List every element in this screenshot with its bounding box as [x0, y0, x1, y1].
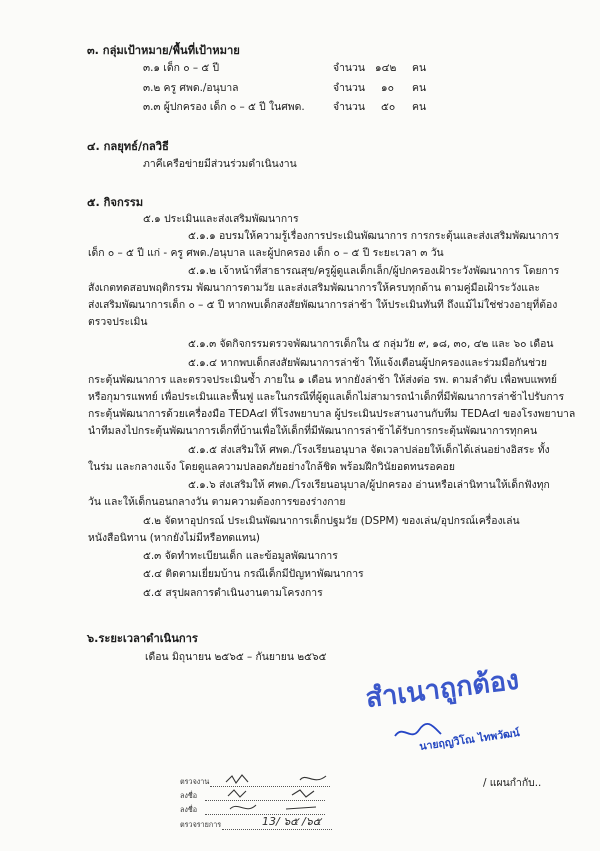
certified-copy-stamp: สำเนาถูกต้อง: [364, 664, 521, 715]
target-row-1-label: ๓.๑ เด็ก ๐ – ๕ ปี: [143, 62, 220, 74]
activity-5-3: ๕.๓ จัดทำทะเบียนเด็ก และข้อมูลพัฒนาการ: [143, 550, 338, 562]
section-6-heading: ๖.ระยะเวลาดำเนินการ: [87, 632, 198, 645]
activity-5-1-2-line-1: ๕.๑.๒ เจ้าหน้าที่สาธารณสุข/ครูผู้ดูแลเด็กเล็ก/ผู้ปกครองเฝ้าระวังพัฒนาการ โดยการ: [188, 265, 560, 277]
activity-5-1-3-line-1: ๕.๑.๓ จัดกิจกรรมตรวจพัฒนาการเด็กใน ๕ กลุ่มวัย ๙, ๑๘, ๓๐, ๔๒ และ ๖๐ เดือน: [188, 338, 554, 350]
activity-5-1-1-line-1: ๕.๑.๑ อบรมให้ความรู้เรื่องการประเมินพัฒนาการ การกระตุ้นและส่งเสริมพัฒนาการ: [188, 230, 560, 242]
footer-row-4-line: [222, 829, 332, 830]
target-row-3-amount-label: จำนวน: [333, 101, 365, 113]
activity-5-1-4-line-2: กระตุ้นพัฒนาการ และตรวจประเมินซ้ำ ภายใน ๑ เดือน หากยังล่าช้า ให้ส่งต่อ รพ. ตามลำดับ เพื่อพบแพทย์: [88, 374, 557, 386]
footer-row-1-label: ตรวจงาน: [180, 777, 210, 786]
activity-5-1-4-line-3: หรือกุมารแพทย์ เพื่อประเมินและฟื้นฟู และในกรณีที่ผู้ดูแลเด็กไม่สามารถนำเด็กที่มีพัฒนาการล่าช้าไปรับการ: [88, 391, 565, 403]
activity-5-4: ๕.๔ ติดตามเยี่ยมบ้าน กรณีเด็กมีปัญหาพัฒนาการ: [143, 568, 364, 580]
target-row-1-number: ๑๔๒: [375, 62, 397, 74]
target-row-1-unit: คน: [412, 62, 427, 74]
activity-5-1-5-line-2: ในร่ม และกลางแจ้ง โดยดูแลความปลอดภัยอย่างใกล้ชิด พร้อมฝึกวินัยอดทนรอคอย: [88, 461, 455, 473]
activity-5-2-line-1: ๕.๒ จัดหาอุปกรณ์ ประเมินพัฒนาการเด็กปฐมวัย (DSPM) ของเล่น/อุปกรณ์เครื่องเล่น: [143, 515, 520, 527]
activity-5-1-5-line-1: ๕.๑.๕ ส่งเสริมให้ ศพด./โรงเรียนอนุบาล จัดเวลาปล่อยให้เด็กได้เล่นอย่างอิสระ ทั้ง: [188, 444, 550, 456]
section-3-heading: ๓. กลุ่มเป้าหมาย/พื้นที่เป้าหมาย: [87, 44, 240, 57]
footer-row-3-label: ลงชื่อ: [180, 805, 198, 814]
target-row-3-label: ๓.๓ ผู้ปกครอง เด็ก ๐ – ๕ ปี ในศพด.: [143, 101, 305, 113]
activity-5-1: ๕.๑ ประเมินและส่งเสริมพัฒนาการ: [143, 213, 299, 225]
continued-note: / แผนกำกับ..: [483, 777, 542, 789]
duration-line: เดือน มิถุนายน ๒๕๖๕ – กันยายน ๒๕๖๕: [145, 651, 327, 663]
activity-5-5: ๕.๕ สรุปผลการดำเนินงานตามโครงการ: [143, 587, 323, 599]
activity-5-1-4-line-4: กระตุ้นพัฒนาการด้วยเครื่องมือ TEDA๔I ที่โรงพยาบาล ผู้ประเมินประสานงานกับทีม TEDA๔I ของโรงพยาบาล: [88, 408, 576, 420]
activity-5-1-6-line-2: วัน และให้เด็กนอนกลางวัน ตามความต้องการของร่างกาย: [88, 496, 346, 508]
target-row-1-amount-label: จำนวน: [333, 62, 365, 74]
activity-5-1-2-line-3: ส่งเสริมพัฒนาการเด็ก ๐ – ๕ ปี หากพบเด็กสงสัยพัฒนาการล่าช้า ให้ประเมินทันที ถึงแม้ไม่ใช่ช่วงอายุที่ต้อง: [88, 299, 558, 311]
activity-5-1-6-line-1: ๕.๑.๖ ส่งเสริมให้ ศพด./โรงเรียนอนุบาล/ผู้ปกครอง อ่านหรือเล่านิทานให้เด็กฟังทุก: [188, 479, 550, 491]
footer-row-2-label: ลงชื่อ: [180, 791, 198, 800]
activity-5-1-1-line-2: เด็ก ๐ – ๕ ปี แก่ - ครู ศพด./อนุบาล และผู้ปกครอง เด็ก ๐ – ๕ ปี ระยะเวลา ๓ วัน: [88, 247, 444, 259]
activity-5-1-2-line-4: ตรวจประเมิน: [88, 316, 148, 328]
target-row-2-label: ๓.๒ ครู ศพด./อนุบาล: [143, 82, 239, 94]
footer-handwritten-date: 13/ ๖๕ /๖๕: [262, 815, 322, 828]
section-4-heading: ๔. กลยุทธ์/กลวิธี: [87, 140, 169, 153]
stamp-signer-name: นายฤญวิโณ ไทพวัฒน์: [418, 727, 521, 753]
target-row-2-unit: คน: [412, 82, 427, 94]
activity-5-1-4-line-1: ๕.๑.๔ หากพบเด็กสงสัยพัฒนาการล่าช้า ให้แจ้งเตือนผู้ปกครองและร่วมมือกันช่วย: [188, 357, 547, 369]
target-row-3-unit: คน: [412, 101, 427, 113]
strategy-line: ภาคีเครือข่ายมีส่วนร่วมดำเนินงาน: [143, 158, 297, 170]
footer-row-4-label: ตรวจรายการ: [180, 820, 222, 829]
target-row-3-number: ๕๐: [381, 101, 396, 113]
activity-5-1-2-line-2: สังเกตทดสอบพฤติกรรม พัฒนาการตามวัย และส่งเสริมพัฒนาการให้ครบทุกด้าน ตามคู่มือเฝ้าระวังและ: [88, 282, 540, 294]
target-row-2-amount-label: จำนวน: [333, 82, 365, 94]
target-row-2-number: ๑๐: [381, 82, 394, 94]
footer-row-3-signature: [226, 799, 326, 815]
section-5-heading: ๕. กิจกรรม: [87, 196, 144, 209]
activity-5-2-line-2: หนังสือนิทาน (หากยังไม่มีหรือทดแทน): [88, 532, 260, 544]
activity-5-1-4-line-5: นำทีมลงไปกระตุ้นพัฒนาการเด็กที่บ้านเพื่อให้เด็กที่มีพัฒนาการล่าช้าได้รับการกระตุ้นพัฒนาการทุกคน: [88, 425, 538, 437]
